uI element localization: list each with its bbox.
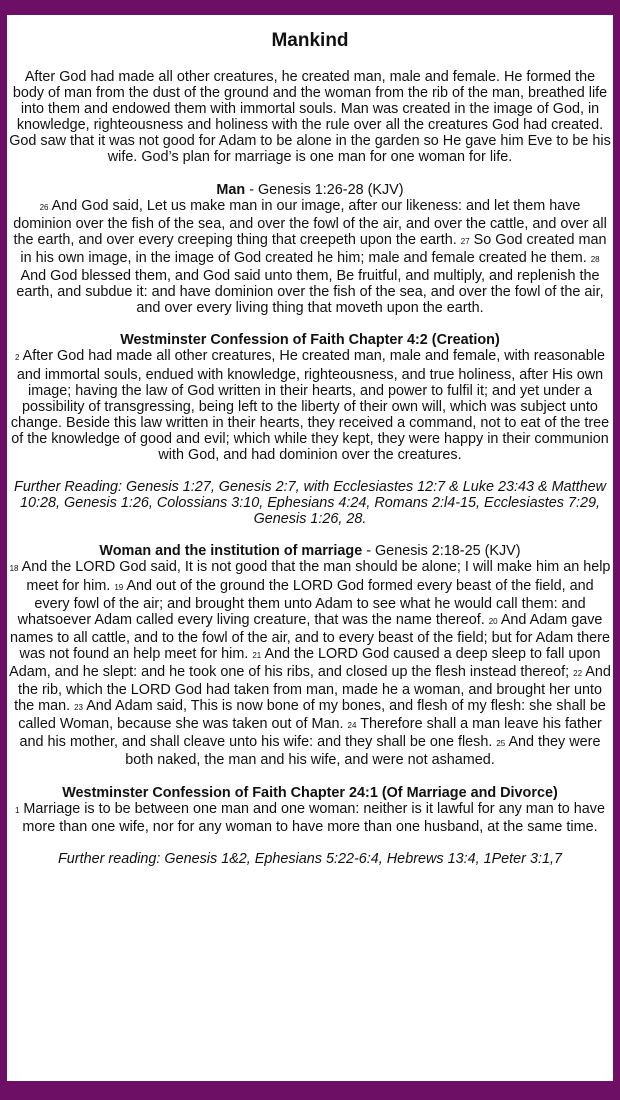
verse-text: And God blessed them, and God said unto them, Be fruitful, and multiply, and replenish the earth, and subdue it: and have dominion over the fish of the sea, and over the fowl of the air, and over every living thing that moveth upon the earth. [16, 268, 604, 317]
section-wcf-4-2-heading [9, 332, 611, 348]
section-man [9, 182, 611, 317]
verse-number: 28 [590, 254, 600, 264]
verse-number: 21 [252, 650, 262, 660]
verse-number: 26 [39, 202, 49, 212]
paragraph-text: After God had made all other creatures, He created man, male and female, with reasonable and immortal souls, endued with knowledge, righteousness, and true holiness, after His own image; having the law of God written in their hearts, and power to fulfil it; and yet under a possibility of transgressing, being left to the liberty of their own will, which was subject unto change. Beside this law written in their hearts, they received a command, not to eat of the tree of the knowledge of good and evil; which while they kept, they were happy in their communion with God, and had dominion over the creatures. [10, 348, 610, 463]
verse-text: And they were both naked, the man and his wife, and were not ashamed. [125, 734, 601, 769]
section-wcf-24-1-heading [9, 785, 611, 801]
section-man-heading-bold: Man [216, 181, 246, 198]
section-heading-text: Westminster Confession of Faith Chapter 4:2 (Creation) [120, 332, 500, 349]
section-wcf-4-2-body [9, 348, 611, 463]
paragraph-number: 1 [14, 805, 20, 815]
verse-number: 27 [460, 236, 470, 246]
verse-text: And the LORD God said, It is not good that the man should be alone; I will make him an help meet for him. [18, 559, 611, 594]
paragraph-text: Marriage is to be between one man and one woman: neither is it lawful for any man to have more than one wife, nor for any woman to have more than one husband, at the same time. [19, 800, 605, 835]
section-man-verses [9, 198, 611, 317]
verse-number: 23 [74, 703, 83, 713]
verse-text: So God created man in his own image, in the image of God created he him; male and female created he them. [20, 231, 607, 266]
section-woman-heading-ref: - Genesis 2:18-25 (KJV) [362, 543, 521, 560]
section-heading-text: Westminster Confession of Faith Chapter 24:1 (Of Marriage and Divorce) [62, 784, 558, 801]
further-reading-creation: Further Reading: Genesis 1:27, Genesis 2:7, with Ecclesiastes 12:7 & Luke 23:43 & Matthew 10:28, Genesis 1:26, Colossians 3:10, Ephesians 4:24, Romans 2:l4-15, Ecclesiastes 7:29, Genesis 1:26, 28. [14, 479, 606, 528]
verse-text: And the LORD God caused a deep sleep to fall upon Adam, and he slept: and he took one of his ribs, and closed up the flesh instead thereof; [9, 645, 601, 680]
section-woman-heading [9, 543, 611, 559]
page-title: Mankind [271, 30, 349, 51]
section-wcf-24-1-body [9, 801, 611, 835]
paragraph-number: 2 [15, 353, 20, 363]
verse-text: And the rib, which the LORD God had taken from man, made he a woman, and brought her unto the man. [14, 664, 611, 715]
verse-number: 24 [347, 721, 357, 731]
verse-text: And out of the ground the LORD God formed every beast of the field, and every fowl of the air; and brought them unto Adam to see what he would call them: and whatsoever Adam called every living creature, that was the name thereof. [17, 577, 594, 628]
verse-number: 22 [573, 669, 583, 678]
verse-text: And God said, Let us make man in our image, after our likeness: and let them have dominion over the fish of the sea, and over the fowl of the air, and over the cattle, and over all the earth, and over every creeping thing that creepeth upon the earth. [13, 197, 607, 248]
section-man-heading [9, 182, 611, 198]
section-woman-heading-bold: Woman and the institution of marriage [99, 543, 363, 560]
further-reading-marriage: Further reading: Genesis 1&2, Ephesians 5:22-6:4, Hebrews 13:4, 1Peter 3:1,7 [58, 850, 562, 867]
verse-text: Therefore shall a man leave his father and his mother, and shall cleave unto his wife: and they shall be one flesh. [19, 716, 602, 751]
section-woman-verses [9, 559, 611, 768]
intro-paragraph: After God had made all other creatures, he created man, male and female. He formed the body of man from the dust of the ground and the woman from the rib of the man, breathed life into them and endowed them with immortal souls. Man was created in the image of God, in knowledge, righteousness and holiness with the rule over all the creatures God had created. God saw that it was not good for Adam to be alone in the garden so He gave him Eve to be his wife. God’s plan for marriage is one man for one woman for life. [9, 69, 611, 166]
verse-text: And Adam said, This is now bone of my bones, and flesh of my flesh: she shall be called Woman, because she was taken out of Man. [18, 698, 606, 733]
verse-number: 25 [496, 739, 506, 749]
verse-number: 20 [488, 616, 498, 626]
section-woman [9, 543, 611, 768]
section-wcf-4-2 [9, 332, 611, 463]
verse-text: And Adam gave names to all cattle, and to the fowl of the air, and to every beast of the field; but for Adam there was not found an help meet for him. [10, 611, 610, 662]
verse-number: 19 [114, 582, 124, 592]
section-man-heading-ref: - Genesis 1:26-28 (KJV) [245, 181, 404, 198]
verse-number: 18 [9, 564, 19, 574]
document-page [7, 15, 613, 1081]
section-wcf-24-1 [9, 785, 611, 835]
